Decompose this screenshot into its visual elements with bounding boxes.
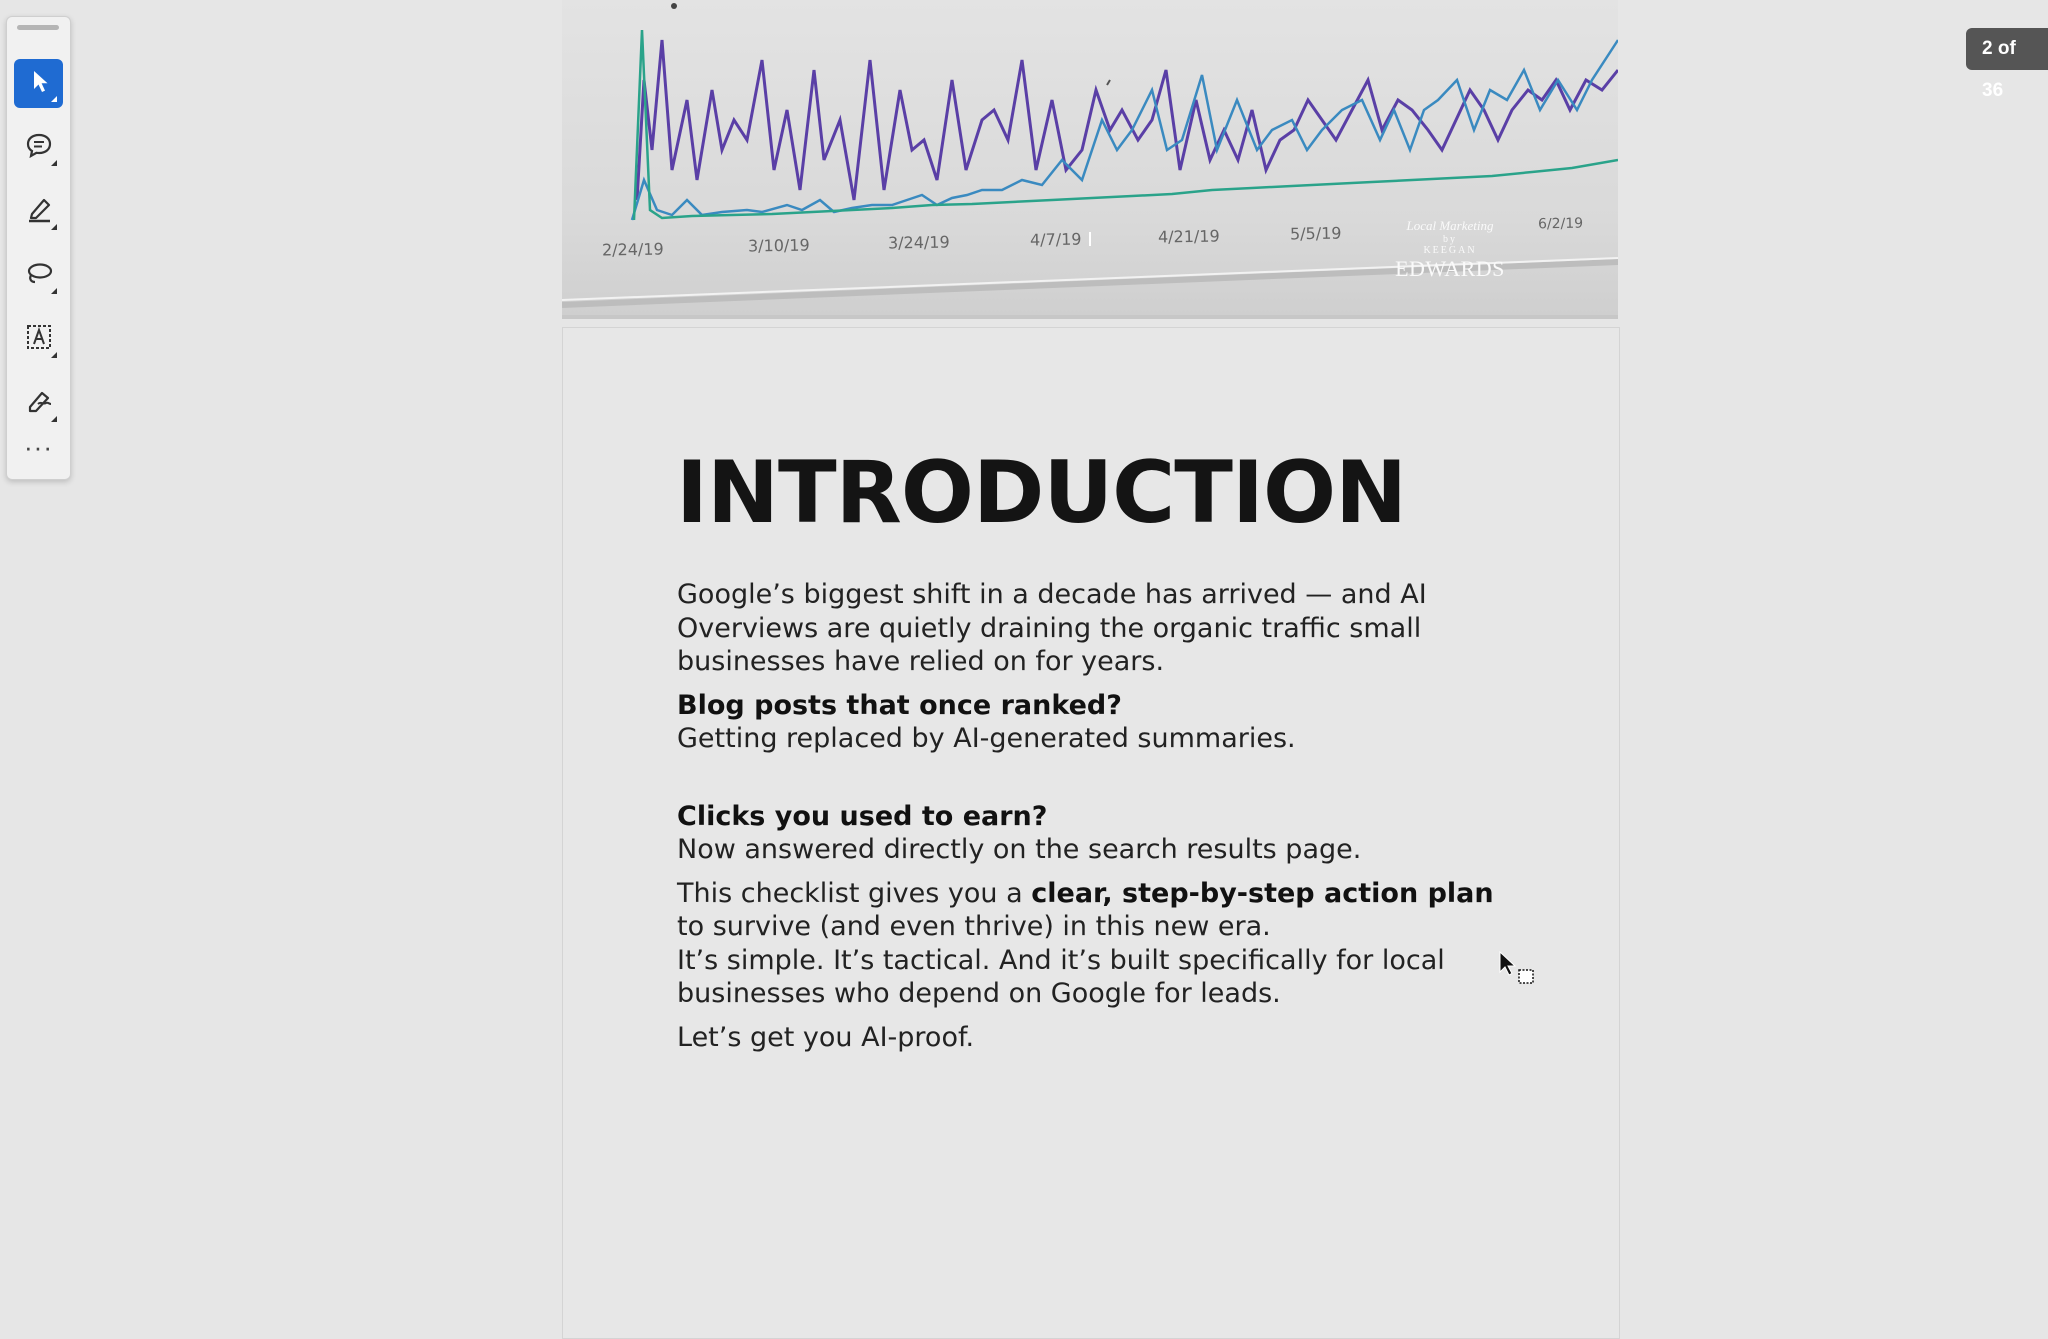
- checklist-text-pre: This checklist gives you a: [677, 877, 1032, 909]
- text-tool-button[interactable]: [14, 315, 63, 364]
- comment-icon: [23, 129, 55, 166]
- signature-pen-icon: [23, 385, 55, 422]
- page-body: [677, 578, 1497, 1064]
- answer-1: Getting replaced by AI-generated summaries.: [677, 723, 1296, 754]
- date-label: 2/24/19: [601, 239, 664, 260]
- pointer-icon: [23, 65, 55, 102]
- question-2: Clicks you used to earn?: [677, 800, 1048, 832]
- date-label: 4/21/19: [1157, 226, 1220, 247]
- text-box-icon: [23, 321, 55, 358]
- date-label: 3/10/19: [747, 235, 810, 256]
- annotation-toolbar: [6, 16, 71, 480]
- comment-tool-button[interactable]: [14, 123, 63, 172]
- highlight-tool-button[interactable]: [14, 187, 63, 236]
- highlighter-icon: [23, 193, 55, 230]
- select-tool-button[interactable]: [14, 59, 63, 108]
- question-1: Blog posts that once ranked?: [677, 689, 1122, 721]
- checklist-text-post: to survive (and even thrive) in this new era.: [677, 911, 1271, 942]
- date-label: 5/5/19: [1289, 223, 1342, 244]
- sign-tool-button[interactable]: [14, 379, 63, 428]
- draw-tool-button[interactable]: [14, 251, 63, 300]
- more-icon[interactable]: ···: [24, 432, 53, 462]
- lasso-icon: [23, 257, 55, 294]
- intro-paragraph: Google’s biggest shift in a decade has arrived — and AI Overviews are quietly draining the organic traffic small businesses have relied on for years.: [677, 579, 1427, 677]
- tactical-paragraph: It’s simple. It’s tactical. And it’s built specifically for local businesses who depend on Google for leads.: [677, 944, 1445, 1009]
- date-label: 3/24/19: [887, 232, 950, 253]
- page-counter: 2 of 36: [1966, 28, 2048, 70]
- page-title: INTRODUCTION: [676, 443, 1407, 543]
- date-label: 4/7/19: [1029, 229, 1082, 250]
- checklist-text-bold: clear, step-by-step action plan: [1031, 877, 1494, 909]
- brand-watermark-logo: Local Marketing by KEEGAN EDWARDS: [1395, 218, 1505, 281]
- mouse-cursor-icon: [1498, 950, 1538, 990]
- date-label: 6/2/19: [1537, 215, 1584, 233]
- toolbar-drag-handle[interactable]: [17, 25, 59, 30]
- answer-2: Now answered directly on the search results page.: [677, 834, 1362, 865]
- document-page: [562, 327, 1620, 1339]
- closing-paragraph: Let’s get you AI-proof.: [677, 1021, 975, 1053]
